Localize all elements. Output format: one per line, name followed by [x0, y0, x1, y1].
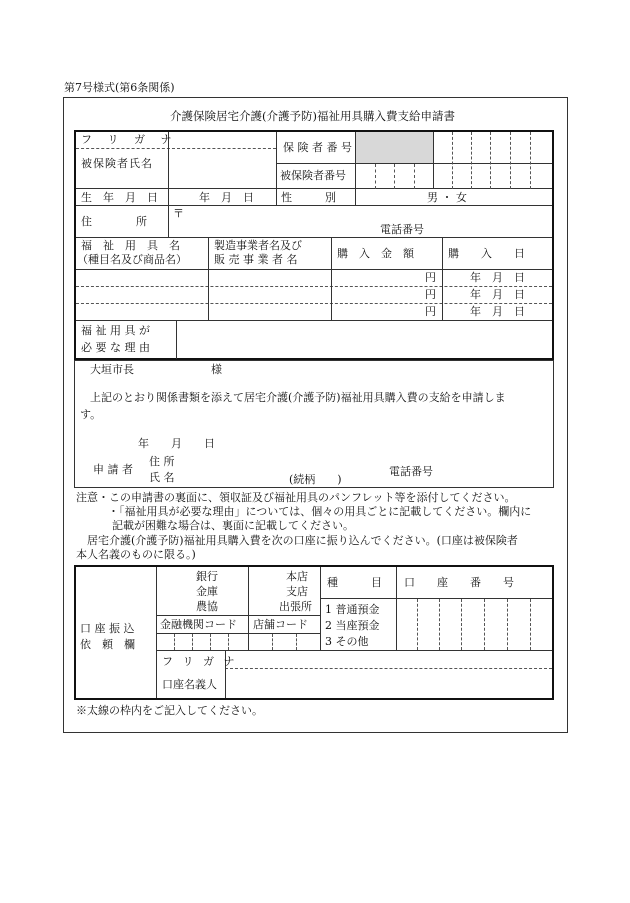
addressee: 大垣市長: [90, 363, 134, 376]
note-4: 居宅介護(介護予防)福祉用具購入費を次の口座に振り込んでください。(口座は被保険者: [87, 534, 518, 547]
branch-code-label: 店舗コード: [253, 618, 308, 631]
address-label: 住 所: [81, 215, 147, 228]
insurer-number-field[interactable]: [434, 132, 552, 163]
row3-yen: 円: [425, 305, 436, 318]
note-1: 注意・この申請書の裏面に、領収証及び福祉用具のパンフレット等を添付してください。: [76, 491, 516, 504]
application-date[interactable]: 年 月 日: [138, 437, 215, 450]
purchase-date-header: 購 入 日: [448, 247, 525, 260]
sex-value[interactable]: 男 ・ 女: [427, 191, 467, 204]
reason-field[interactable]: [178, 322, 550, 358]
form-number: 第7号様式(第6条関係): [64, 81, 175, 94]
note-5: 本人名義のものに限る。): [76, 548, 196, 561]
dob-label: 生 年 月 日: [81, 191, 158, 204]
insurer-number-shaded: [356, 132, 433, 163]
account-type-other[interactable]: 3 その他: [325, 635, 369, 648]
seller-header: 販 売 事 業 者 名: [214, 253, 298, 266]
reason-label-1: 福 祉 用 具 が: [81, 324, 150, 337]
branch-office: 出張所: [279, 600, 312, 613]
item-name-subheader: （種目名及び商品名）: [77, 253, 187, 266]
note-3: 記載が困難な場合は、裏面に記載してください。: [112, 519, 354, 532]
address-field[interactable]: [170, 206, 550, 236]
holder-furigana-field[interactable]: [227, 651, 550, 667]
addressee-sama: 様: [211, 363, 222, 376]
dob-value[interactable]: 年 月 日: [199, 191, 254, 204]
account-type-checking[interactable]: 2 当座預金: [325, 619, 380, 632]
applicant-relation[interactable]: (続柄 ): [289, 473, 342, 486]
row1-date[interactable]: 年 月 日: [470, 271, 525, 284]
institution-code-label: 金融機関コード: [160, 618, 237, 631]
applicant-name-label: 氏 名: [149, 471, 175, 484]
account-type-header: 種 目: [327, 576, 382, 589]
reason-label-2: 必 要 な 理 由: [81, 341, 150, 354]
institution-shinkin: 金庫: [196, 585, 218, 598]
insured-number-field[interactable]: [356, 164, 552, 188]
account-number-header: 口 座 番 号: [404, 576, 514, 589]
applicant-address-label: 住 所: [149, 455, 175, 468]
row1-yen: 円: [425, 271, 436, 284]
postal-mark: 〒: [173, 207, 184, 220]
bank-transfer-label-1: 口 座 振 込: [80, 622, 135, 635]
branch-main: 本店: [286, 570, 308, 583]
institution-bank: 銀行: [196, 570, 218, 583]
branch-branch: 支店: [286, 585, 308, 598]
item-name-header: 福 祉 用 具 名: [81, 239, 180, 252]
applicant-label: 申 請 者: [93, 463, 133, 476]
insured-name-label: 被保険者氏名: [81, 157, 153, 170]
row3-date[interactable]: 年 月 日: [470, 305, 525, 318]
note-2: ・「福祉用具が必要な理由」については、個々の用具ごとに記載してください。欄内に: [108, 505, 532, 518]
insured-name-field[interactable]: [170, 132, 275, 187]
insurer-number-label: 保 険 者 番 号: [283, 141, 352, 154]
insured-number-label: 被保険者番号: [280, 169, 346, 182]
furigana-label: フ リ ガ ナ: [81, 133, 178, 146]
application-body-1: 上記のとおり関係書類を添えて居宅介護(介護予防)福祉用具購入費の支給を申請しま: [90, 391, 506, 404]
sex-label: 性 別: [281, 191, 336, 204]
footer-note: ※太線の枠内をご記入してください。: [76, 704, 263, 717]
row2-date[interactable]: 年 月 日: [470, 288, 525, 301]
application-body-2: す。: [80, 408, 102, 421]
manufacturer-header: 製造事業者名及び: [214, 239, 302, 252]
row2-yen: 円: [425, 288, 436, 301]
institution-nokyo: 農協: [196, 600, 218, 613]
phone-label: 電話番号: [380, 223, 424, 236]
purchase-amount-header: 購 入 金 額: [337, 247, 414, 260]
applicant-phone-label: 電話番号: [389, 465, 433, 478]
account-holder-label: 口座名義人: [162, 678, 217, 691]
account-holder-field[interactable]: [227, 669, 550, 697]
form-title: 介護保険居宅介護(介護予防)福祉用具購入費支給申請書: [170, 109, 455, 123]
bank-transfer-label-2: 依 頼 欄: [80, 638, 135, 651]
account-type-ordinary[interactable]: 1 普通預金: [325, 603, 380, 616]
holder-furigana-label: フ リ ガ ナ: [162, 655, 238, 668]
